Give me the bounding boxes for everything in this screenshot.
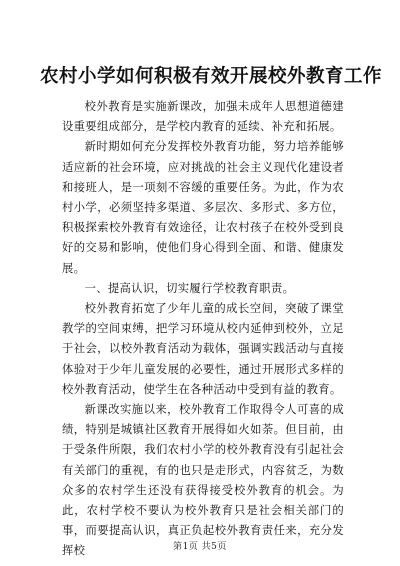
paragraph-intro: 校外教育是实施新课改，加强未成年人思想道德建设重要组成部分，是学校内教育的延续、补充和拓展。 [62, 100, 344, 134]
section-heading-one: 一、提高认识，切实履行学校教育职责。 [84, 281, 295, 295]
paragraph-new-era: 新时期如何充分发挥校外教育功能，努力培养能够适应新的社会环境，应对挑战的社会主义现代化建设者和接班人，是一项刻不容缓的重要任务。为此，作为农村小学，必须坚持多渠道、多层次、多形式、多方位，积极探索校外教育有效途径，让农村孩子在校外受到良好的交易和影响，使他们身心得到全面、和谐、健康发展。 [62, 140, 344, 275]
document-body [62, 97, 344, 562]
paragraph-space: 校外教育拓宽了少年儿童的成长空间，突破了课堂教学的空间束缚，把学习环境从校内延伸到校外，立足于社会，以校外教育活动为载体，强调实践活动与直接体验对于少年儿童发展的必要性，通过开展形式多样的校外教育活动，使学生在各种活动中受到有益的教育。 [62, 302, 344, 396]
paragraph-reform: 新课改实施以来，校外教育工作取得令人可喜的成绩，特别是城镇社区教育开展得如火如荼。但目前，由于受条件所限，我们农村小学的校外教育没有引起社会有关部门的重视，有的也只是走形式，内容贫乏，为数众多的农村学生还没有获得接受校外教育的机会。为此，农村学校不要认为校外教育只是社会相关部门的事，而要提高认识，真正负起校外教育责任来，充分发挥校 [62, 403, 344, 558]
document-title: 农村小学如何积极有效开展校外教育工作 [40, 66, 383, 87]
page-number-footer: 第1页 共5页 [173, 542, 227, 552]
